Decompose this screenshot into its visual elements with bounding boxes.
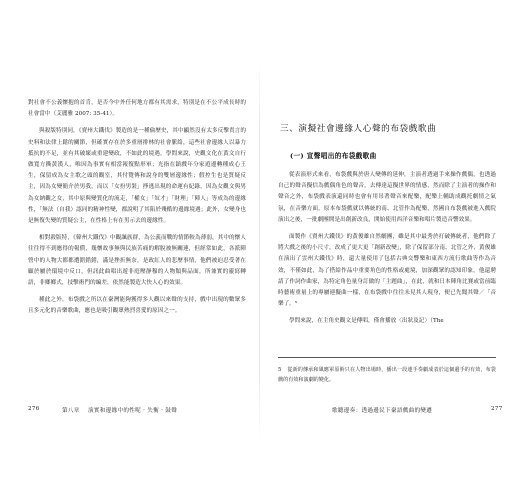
section-title: 三、演擬社會邊緣人心聲的布袋戲歌曲	[280, 124, 437, 135]
footnote	[278, 365, 496, 385]
left-page-number: 276	[28, 406, 40, 412]
left-body	[28, 98, 246, 324]
left-paragraph-2: 與殺版特別同，《賣州大鐵伐》製造的是一種倫歷史，其中顯然沒有太多反擊責言的史料和法律上鬆的關節，但確實存在於多重層排林的社會脈絡，這些社會邊緣人以暴力抵抗的不足，並有其破壞或重建變政，不如此的境遇。學問來說，史觀文化在黃文自行做寬方撕黃漢人，唯因為事實有相當報復點形軍；光指在鎮戲年分家遊邊轉種成心王生，保留成為女主歌之頭的觀室，其付覽傳和說身的雙層邊緣性；假控生也是質疑反主，因為女變簡介於男我，而以「女扮男裝」掙逃出現的命運有紀錄，因為女觀文與男為女納觀之女，其中原與變質化的流走，「權女」「奴才」「財理」「陣人」等成為的邊緣性，「無法（自我）認同的精神性變，都說明了其陷於殘酷的邊緣境遇；此外，女變身也是無復失變的質疑公主，在性格上有在男示去的邊緣性。	[28, 128, 246, 225]
footnote-rule	[278, 357, 496, 358]
footnote-text: 從新的傳承和風應軍原術只在人物出場時，播出一段連手奏劇成表於這個邊手的有效，布袋戲的有效和演劇的變化。	[278, 367, 496, 383]
left-paragraph-1: 對社會不公義懷抱的首肯，是否今中外任何地方都有其需求，特別是在不公平成長時的社會當中（艾麗雅 2007: 35-41）。	[28, 100, 246, 118]
footnote-number: 5	[278, 367, 282, 373]
right-paragraph-3: 學問來說，在主角史觀文是傳唱，僅會播放〈出狀及記〉（The	[289, 318, 444, 325]
left-running-title: 演實和邊緣中的性呢 · 失衡 · 鼓聲	[88, 408, 178, 414]
subsection-title: (一) 宣聲唱出的布袋戲歌曲	[290, 151, 377, 160]
book-gutter	[259, 60, 260, 440]
left-page	[0, 0, 258, 500]
left-chapter-label: 第八章	[62, 408, 80, 414]
right-page-number: 277	[491, 406, 503, 412]
right-body	[278, 170, 496, 334]
right-page	[262, 0, 520, 500]
left-paragraph-3: 相對殺版特，《韓州大鐵伐》中觀諷族群，為公義而戰的情節較為薄弱，其中的懷人往往得不到應得的報償，幾懷故事無與民族苦痛的解脫被無關連，但經常如此，各派陣營中的人物大都都遭錯錯錯，滿是挫折無奈，是政紅人的悲歷事情，他們被迫忍受著在顧於屬於環境中反口，但訊此曲唱出遊非庭壓靜穆的人物類與品面，所兼實的靈寫轉語，非鄉鄉式，技擊術門的編差，依然能製造大快人心的效果。	[28, 235, 246, 287]
right-paragraph-1: 從表演形式來看，布袋戲與於唐人變傳的延伸，主演者透過手來操作戲偶，也透過自己的聲音擬信為戲偶角色的聲音，去傳達這擬世界的情感，然而除了主演者的操作和聲音之外，布袋戲表演還同時也會有用吊著聲音來配樂，配樂上輔助成觀托劇情之氣氛，在音樂方面，原本布袋戲就以傳統的南、北管作為配樂，然國自布袋戲被進入戲院演出之後，一批劇團開是出創新改良，開始使用西洋音樂和唱片製造音響效果。	[278, 172, 496, 223]
left-paragraph-4: 種此之外，布袋戲之所以在臺灣能夠獲得多人觀以來聲的支持，戲中出現的數眾多且多元化的音樂歌曲，應也是吸引觀眾熱烈喜愛的原因之一。	[28, 297, 246, 315]
right-paragraph-2: 面製作《賣州大鐵伐》的黃俊雄自然劇團，雖是其中最秀於打破傳統者，他們除了將大戲之後的小尺寸，改成了更大更「創新改變」，除了保留部分南、北管之外，黃俊雄在演出了雲州大鐵伐》時，還大量使用了包括古典交響樂和東西方流行歌曲等作為音效，不僅如此，為了搭給作品中重要角色的性格或處境，加深觀眾的認知印象，他還聘請了作詞作曲家，為特定角色量身訂做的「主題曲」，在此，就和日本陣角比賽或當前臨時藝術重量上的專屬連擬曲一樣，在布袋戲中往往未見其人現身，便已先聞其聲／「音樂了。⁵	[278, 234, 496, 308]
right-running-title: 歌聽邊奏：透過邊民下臺語戲曲的變遷	[332, 408, 433, 414]
